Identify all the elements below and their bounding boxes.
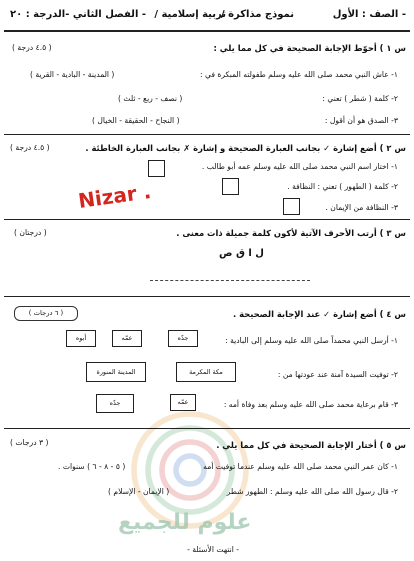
q5-title: س ٥ ) أختار الإجابة الصحيحة في كل مما يلي . xyxy=(216,440,406,450)
q1-item-3: ٣- الصدق هو أن أقول : xyxy=(324,116,398,125)
q4-item-1-option-1[interactable]: جدّه xyxy=(168,330,198,347)
q2-marks: ( ٤.٥ درجة ) xyxy=(10,143,50,152)
q1-item-1: ١- عاش النبي محمد صلى الله عليه وسلم طفولته المبكرة في : xyxy=(200,70,398,79)
q2-divider xyxy=(4,219,410,220)
q4-title: س ٤ ) أضع إشارة ✓ عند الإجابة الصحيحة . xyxy=(233,309,406,319)
q4-item-1-option-3[interactable]: أبوه xyxy=(66,330,96,347)
q1-marks: ( ٤.٥ درجة ) xyxy=(12,43,52,52)
q2-item-2: ٢- كلمة ( الطهور ) تعني : النظافة . xyxy=(287,182,398,191)
q1-item-1-options: ( المدينة - البادية - القرية ) xyxy=(30,70,115,79)
term-label: - الفصل الثاني - xyxy=(65,9,146,20)
q2-title: س ٢ ) أضع إشارة ✓ بجانب العبارة الصحيحة و إشارة ✗ بجانب العبارة الخاطئة . xyxy=(85,143,406,153)
q1-divider xyxy=(4,134,410,135)
grade-label: - الصف : الأول xyxy=(332,9,406,20)
q2-answer-box-2[interactable] xyxy=(222,178,239,195)
q5-item-1-options: ( ٥ - ٨ - ٦ ) سنوات . xyxy=(58,462,126,471)
q1-item-2: ٢- كلمة ( شطر ) تعني : xyxy=(322,94,398,103)
q5-item-2: ٢- قال رسول الله صلى الله عليه وسلم : الطهور شطر xyxy=(226,487,398,496)
q5-item-2-options: ( الإيمان - الإسلام ) xyxy=(108,487,170,496)
q2-item-1: ١- اختار اسم النبي محمد صلى الله عليه وسلم عمه أبو طالب . xyxy=(201,162,398,171)
q1-item-3-options: ( النجاح - الحقيقة - الخيال ) xyxy=(92,116,180,125)
q2-answer-box-1[interactable] xyxy=(148,160,165,177)
q2-item-3: ٣- النظافة من الإيمان . xyxy=(325,203,398,212)
q4-item-2-option-2[interactable]: المدينة المنورة xyxy=(86,362,146,382)
q4-divider xyxy=(4,428,410,429)
q4-item-1: ١- أرسل النبي محمداً صلى الله عليه وسلم إلى البادية : xyxy=(225,336,398,345)
q5-marks: ( ٣ درجات ) xyxy=(10,438,49,447)
q1-item-2-options: ( نصف - ربع - ثلث ) xyxy=(118,94,183,103)
q4-item-3: ٣- قام برعاية محمد صلى الله عليه وسلم بعد وفاة أمه : xyxy=(223,400,398,409)
q3-marks: ( درجتان ) xyxy=(14,228,47,237)
q4-item-3-option-2[interactable]: جدّه xyxy=(96,394,134,413)
q3-answer-line[interactable] xyxy=(150,280,310,281)
q4-item-2: ٢- توفيت السيدة آمنة عند عودتها من : xyxy=(277,370,398,379)
q3-title: س ٣ ) أرتب الأحرف الآتية لأكون كلمة جميلة ذات معنى . xyxy=(176,228,406,238)
q5-item-1: ١- كان عمر النبي محمد صلى الله عليه وسلم عندما توفيت أمه xyxy=(203,462,398,471)
model-label: نموذج مذاكرة / xyxy=(220,9,294,20)
footer-text: - انتهت الأسئلة - xyxy=(187,545,239,554)
q4-item-2-option-1[interactable]: مكة المكرمة xyxy=(176,362,236,382)
header-divider xyxy=(4,30,410,32)
q4-marks: ( ٦ درجات ) xyxy=(14,306,78,321)
q4-item-1-option-2[interactable]: عمّه xyxy=(112,330,142,347)
q3-divider xyxy=(4,296,410,297)
watermark-text: علوم للجميع xyxy=(118,510,252,535)
q3-letters: ل ا ق ص xyxy=(219,248,264,259)
subject-label: تربية إسلامية / xyxy=(154,9,226,20)
q1-title: س ١ ) أحوّط الإجابة الصحيحة في كل مما يلي : xyxy=(213,43,406,53)
score-label: الدرجة : ٢٠ xyxy=(10,9,66,20)
q2-answer-box-3[interactable] xyxy=(283,198,300,215)
nizar-signature: Nizar . xyxy=(76,179,153,213)
q4-item-3-option-1[interactable]: عمّه xyxy=(170,394,196,411)
